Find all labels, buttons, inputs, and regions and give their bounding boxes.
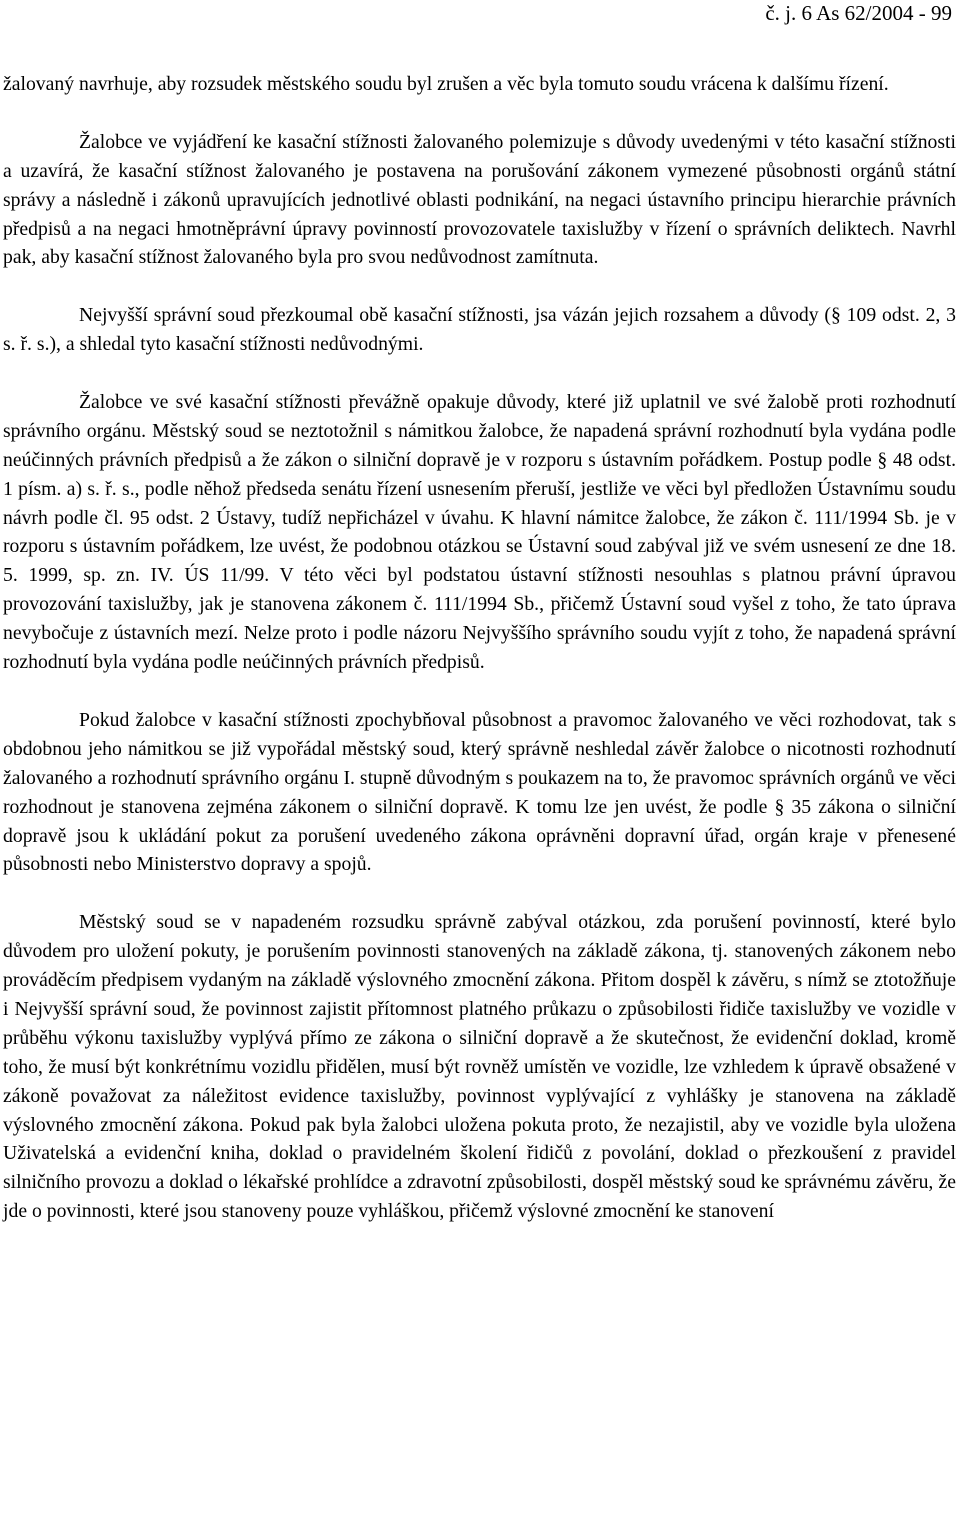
- paragraph-6: Městský soud se v napadeném rozsudku správně zabýval otázkou, zda porušení povinností, které bylo důvodem pro uložení pokuty, je porušením povinnosti stanovených na základě zákona, tj. stanovených zákonem nebo prováděcím předpisem vydaným na základě výslovného zmocnění zákona. Přitom dospěl k závěru, s nímž se ztotožňuje i Nejvyšší správní soud, že povinnost zajistit přítomnost platného průkazu o způsobilosti řidiče taxislužby ve vozidle v průběhu výkonu taxislužby vyplývá přímo ze zákona o silniční dopravě a že skutečnost, že evidenční doklad, kromě toho, že musí být konkrétnímu vozidlu přidělen, musí být rovněž umístěn ve vozidle, lze vzhledem k úpravě obsažené v zákoně považovat za náležitost evidence taxislužby, povinnost vyplývající z vyhlášky je stanovena na základě výslovného zmocnění zákona. Pokud pak byla žalobci uložena pokuta proto, že nezajistil, aby ve vozidle byla uložena Uživatelská a evidenční kniha, doklad o pravidelném školení řidičů z povolání, doklad o přezkoušení z pravidel silničního provozu a doklad o lékařské prohlídce a zdravotní způsobilosti, dospěl městský soud ke správnému závěru, že jde o povinnosti, které jsou stanoveny pouze vyhláškou, přičemž výslovné zmocnění ke stanovení: [3, 911, 956, 1223]
- document-body: [3, 70, 956, 1226]
- paragraph-5: Pokud žalobce v kasační stížnosti zpochybňoval působnost a pravomoc žalovaného ve věci rozhodovat, tak s obdobnou jeho námitkou se již vypořádal městský soud, který správně neshledal závěr žalobce o nicotnosti rozhodnutí žalovaného a rozhodnutí správního orgánu I. stupně důvodným s poukazem na to, že pravomoc správních orgánů ve věci rozhodnout je stanovena zejména zákonem o silniční dopravě. K tomu lze jen uvést, že podle § 35 zákona o silniční dopravě jsou k ukládání pokut za porušení uvedeného zákona oprávněni dopravní úřad, orgán kraje v přenesené působnosti nebo Ministerstvo dopravy a spojů.: [3, 708, 956, 876]
- case-number: č. j. 6 As 62/2004 - 99: [765, 1, 952, 25]
- paragraph-1: žalovaný navrhuje, aby rozsudek městského soudu byl zrušen a věc byla tomuto soudu vrácena k dalšímu řízení.: [3, 73, 889, 95]
- paragraph-2: Žalobce ve vyjádření ke kasační stížnosti žalovaného polemizuje s důvody uvedenými v této kasační stížnosti a uzavírá, že kasační stížnost žalovaného je postavena na porušování zákonem vymezené působnosti orgánů státní správy a následně i zákonů upravujících jednotlivé oblasti podnikání, na negaci ústavního principu hierarchie právních předpisů a na negaci hmotněprávní úpravy povinností provozovatele taxislužby v řízení o správních deliktech. Navrhl pak, aby kasační stížnost žalovaného byla pro svou nedůvodnost zamítnuta.: [3, 130, 956, 269]
- paragraph-4: Žalobce ve své kasační stížnosti převážně opakuje důvody, které již uplatnil ve své žalobě proti rozhodnutí správního orgánu. Městský soud se neztotožnil s námitkou žalobce, že napadená správní rozhodnutí byla vydána podle neúčinných právních předpisů a že zákon o silniční dopravě je v rozporu s ústavním pořádkem. Postup podle § 48 odst. 1 písm. a) s. ř. s., podle něhož předseda senátu řízení usnesením přeruší, jestliže ve věci byl předložen Ústavnímu soudu návrh podle čl. 95 odst. 2 Ústavy, tudíž nepřicházel v úvahu. K hlavní námitce žalobce, že zákon č. 111/1994 Sb. je v rozporu s ústavním pořádkem, lze uvést, že podobnou otázkou se Ústavní soud zabýval již ve svém usnesení ze dne 18. 5. 1999, sp. zn. IV. ÚS 11/99. V této věci byl podstatou ústavní stížnosti nesouhlas s platnou právní úpravou provozování taxislužby, jak je stanovena zákonem č. 111/1994 Sb., přičemž Ústavní soud vyšel z toho, že tato úprava nevybočuje z ústavních mezí. Nelze proto i podle názoru Nejvyššího správního soudu vyjít z toho, že napadená správní rozhodnutí byla vydána podle neúčinných právních předpisů.: [3, 390, 956, 674]
- paragraph-3: Nejvyšší správní soud přezkoumal obě kasační stížnosti, jsa vázán jejich rozsahem a důvody (§ 109 odst. 2, 3 s. ř. s.), a shledal tyto kasační stížnosti nedůvodnými.: [3, 304, 956, 356]
